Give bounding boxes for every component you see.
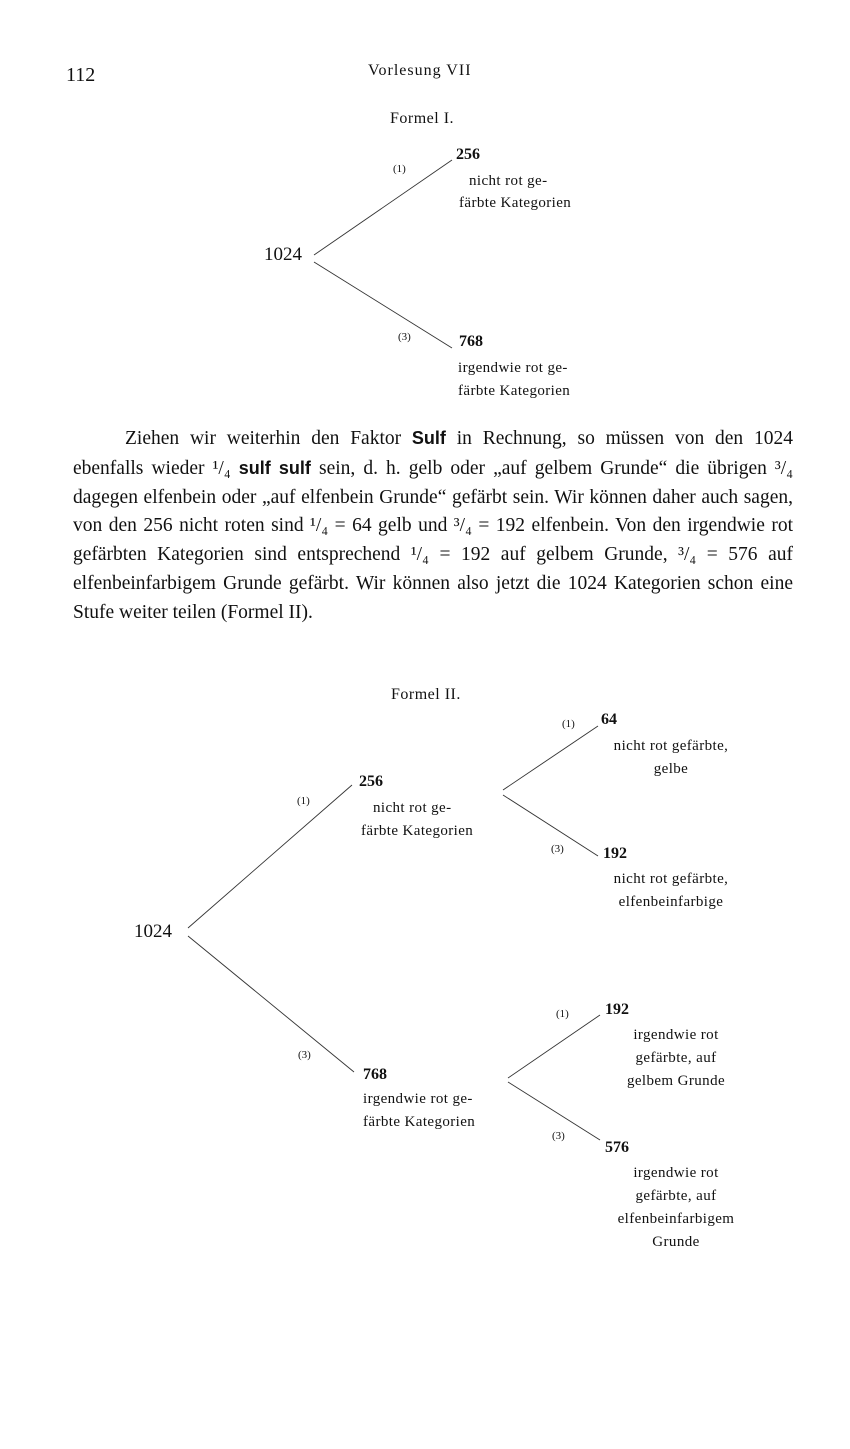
formula2-a-branch: (1) (297, 795, 310, 807)
para-text-2: in Rechnung, so müssen von den 1024 ebenfalls wieder ¹/₄ (73, 428, 793, 479)
formula1-upper-value: 256 (456, 146, 480, 163)
f1-branch-upper (314, 160, 452, 255)
formula2-b1-branch: (1) (556, 1008, 569, 1020)
formula2-a1-label-line2: gelbe (653, 761, 689, 777)
para-bold-sulfsulf: sulf sulf (238, 457, 311, 478)
formula2-b2-label-line4: Grunde (652, 1234, 700, 1250)
formula2-b1-value: 192 (605, 1001, 629, 1018)
formula2-a-value: 256 (359, 773, 383, 790)
formula1-upper-branch: (1) (393, 163, 406, 175)
f2-branch-b1 (508, 1015, 600, 1078)
running-head: Vorlesung VII (368, 62, 472, 79)
formula2-b1-label-line2: gefärbte, auf (635, 1050, 717, 1066)
para-bold-sulf: Sulf (411, 428, 446, 448)
formula2-a1-branch: (1) (562, 718, 575, 730)
formula2-b2-label-line2: gefärbte, auf (635, 1188, 717, 1204)
formula2-a-label-line2: färbte Kategorien (361, 823, 474, 839)
formula1-lower-branch: (3) (398, 331, 411, 343)
formula2-b2-branch: (3) (552, 1130, 565, 1142)
formula2-a2-branch: (3) (551, 843, 564, 855)
para-text-3: sein, d. h. gelb oder „auf gelbem Grunde“ die übrigen ³/₄ dagegen elfenbein oder „auf elfenbein Grunde“ gefärbt sein. Wir können daher auch sagen, von den 256 nicht roten sind ¹/₄ = 64 gelb und ³/₄ = 192 elfenbein. Von den irgendwie rot gefärbten Kategorien sind entsprechend ¹/₄ = 192 auf gelbem Grunde, ³/₄ = 576 auf elfenbeinfarbigem Grunde gefärbt. Wir können also jetzt die 1024 Kategorien schon eine Stufe weiter teilen (Formel II). (73, 457, 793, 623)
formula2-a2-label-line2: elfenbeinfarbige (618, 894, 724, 910)
formula1-title: Formel I. (390, 110, 455, 127)
para-text-1: Ziehen wir weiterhin den Faktor (125, 428, 412, 449)
formula2-b-label-line1: irgendwie rot ge- (363, 1091, 473, 1107)
formula2-b1-label-line1: irgendwie rot (633, 1027, 719, 1043)
f1-branch-lower (314, 262, 452, 348)
formula2-a1-value: 64 (601, 711, 617, 728)
formula1-upper-label-line1: nicht rot ge- (469, 173, 548, 189)
formula2-a1-label-line1: nicht rot gefärbte, (613, 738, 729, 754)
formula2-b2-label-line3: elfenbeinfarbigem (617, 1211, 735, 1227)
f2-branch-a1 (503, 726, 598, 790)
formula1-upper-label-line2: färbte Kategorien (459, 195, 572, 211)
formula2-b-value: 768 (363, 1066, 387, 1083)
formula2-b2-label-line1: irgendwie rot (633, 1165, 719, 1181)
formula2-b1-label-line3: gelbem Grunde (626, 1073, 726, 1089)
body-paragraph (73, 424, 793, 628)
formula1-lower-value: 768 (459, 333, 483, 350)
page-number: 112 (66, 64, 96, 86)
f2-branch-b (188, 936, 354, 1072)
formula2-a2-label-line1: nicht rot gefärbte, (613, 871, 729, 887)
formula2-a-label-line1: nicht rot ge- (373, 800, 452, 816)
formula2-b-label-line2: färbte Kategorien (363, 1114, 476, 1130)
formula2-a2-value: 192 (603, 845, 627, 862)
formula1-root: 1024 (264, 244, 302, 265)
formula1-lower-label-line1: irgendwie rot ge- (458, 360, 568, 376)
formula2-root: 1024 (134, 921, 172, 942)
formula2-b2-value: 576 (605, 1139, 629, 1156)
formula1-lower-label-line2: färbte Kategorien (458, 383, 571, 399)
formula2-b-branch: (3) (298, 1049, 311, 1061)
formula2-title: Formel II. (391, 686, 461, 703)
f2-branch-a (188, 785, 352, 928)
